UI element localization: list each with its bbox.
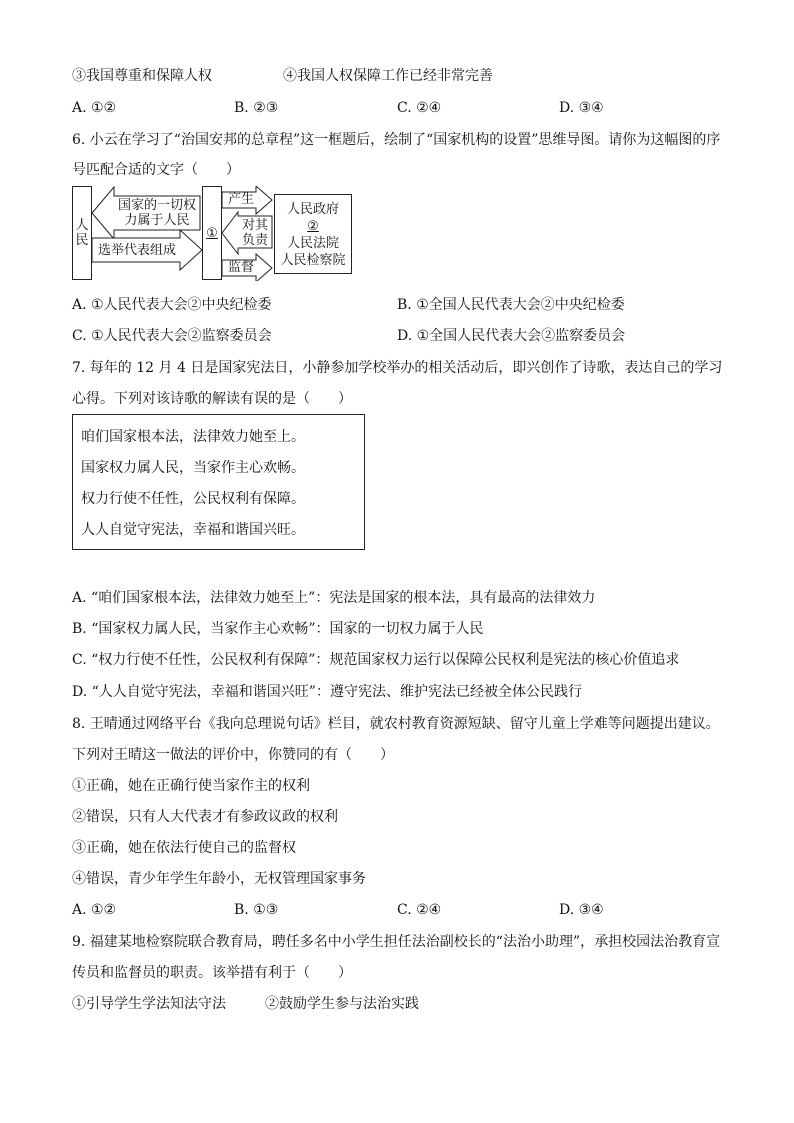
responsible-line2: 负责: [241, 233, 268, 248]
people-box: [72, 186, 92, 280]
q8-option-b: B. ①③: [234, 902, 279, 918]
q8-item-3: ③正确，她在依法行使自己的监督权: [72, 840, 296, 856]
poem-box: [72, 414, 365, 550]
q9-item-1: ①引导学生学法知法守法: [72, 996, 226, 1012]
q8-item-4: ④错误，青少年学生年龄小，无权管理国家事务: [72, 871, 366, 887]
organs-box: [274, 194, 352, 274]
q8-stem-line1: 8. 王晴通过网络平台《我向总理说句话》栏目，就农村教育资源短缺、留守儿童上学难等问题提出建议。: [72, 716, 720, 732]
organ-procuratorate: 人民检察院: [280, 253, 346, 268]
q8-item-2: ②错误，只有人大代表才有参政议政的权利: [72, 809, 338, 825]
q7-stem-line2: 心得。下列对该诗歌的解读有误的是（ ）: [72, 391, 352, 407]
q8-stem-line2: 下列对王晴这一做法的评价中，你赞同的有（ ）: [72, 747, 394, 763]
q6-option-c: C. ①人民代表大会②监察委员会: [72, 328, 272, 344]
q9-stem-line1: 9. 福建某地检察院联合教育局，聘任多名中小学生担任法治副校长的“法治小助理”，承担校园法治教育宣: [72, 934, 721, 950]
supervise-label: 监督: [227, 260, 254, 275]
q7-option-a: A. “咱们国家根本法，法律效力她至上”：宪法是国家的根本法，具有最高的法律效力: [72, 590, 596, 606]
q6-option-d: D. ①全国人民代表大会②监察委员会: [397, 328, 626, 344]
produce-label: 产生: [227, 192, 254, 207]
arrow-bottom-label: 选举代表组成: [97, 243, 176, 258]
q9-stem-line2: 传员和监督员的职责。该举措有利于（ ）: [72, 965, 352, 981]
q6-stem-line1: 6. 小云在学习了“治国安邦的总章程”这一框题后，绘制了“国家机构的设置”思维导图。请你为这幅图的序: [72, 132, 721, 148]
q8-option-a: A. ①②: [72, 902, 117, 918]
q5-item-4: ④我国人权保障工作已经非常完善: [283, 68, 493, 84]
q5-item-3: ③我国尊重和保障人权: [72, 68, 212, 84]
organ-court: 人民法院: [286, 236, 339, 251]
blank-one: ①: [206, 225, 218, 241]
poem-line-2: 国家权力属人民，当家作主心欢畅。: [81, 460, 305, 476]
q5-option-b: B. ②③: [234, 100, 279, 116]
q6-option-a: A. ①人民代表大会②中央纪检委: [72, 297, 272, 313]
people-char-1: 人: [75, 218, 89, 233]
blank-two: ②: [307, 219, 319, 234]
q6-stem-line2: 号匹配合适的文字（ ）: [72, 162, 240, 178]
q8-option-d: D. ③④: [559, 902, 604, 918]
poem-line-1: 咱们国家根本法，法律效力她至上。: [81, 429, 305, 445]
q6-option-b: B. ①全国人民代表大会②中央纪检委: [397, 297, 625, 313]
state-organs-diagram: [72, 186, 352, 281]
poem-line-3: 权力行使不任性，公民权利有保障。: [81, 491, 305, 507]
q5-option-c: C. ②④: [397, 100, 442, 116]
q5-option-a: A. ①②: [72, 100, 117, 116]
responsible-line1: 对其: [241, 218, 268, 233]
poem-line-4: 人人自觉守宪法，幸福和谐国兴旺。: [81, 522, 305, 538]
arrow-top-line2: 力属于人民: [124, 213, 190, 228]
congress-box: [202, 186, 222, 280]
q7-option-d: D. “人人自觉守宪法，幸福和谐国兴旺”：遵守宪法、维护宪法已经被全体公民践行: [72, 684, 582, 700]
q9-item-2: ②鼓励学生参与法治实践: [265, 996, 419, 1012]
q7-option-b: B. “国家权力属人民，当家作主心欢畅”：国家的一切权力属于人民: [72, 621, 484, 637]
q7-stem-line1: 7. 每年的 12 月 4 日是国家宪法日，小静参加学校举办的相关活动后，即兴创作了诗歌，表达自己的学习: [72, 360, 723, 376]
people-char-2: 民: [75, 233, 89, 248]
arrow-top-label: [114, 198, 200, 228]
responsible-label: [238, 218, 272, 248]
arrow-top-line1: 国家的一切权: [117, 198, 196, 213]
organ-government: 人民政府: [286, 202, 339, 217]
q8-option-c: C. ②④: [397, 902, 442, 918]
q8-item-1: ①正确，她在正确行使当家作主的权利: [72, 778, 310, 794]
q5-option-d: D. ③④: [559, 100, 604, 116]
q7-option-c: C. “权力行使不任性，公民权利有保障”：规范国家权力运行以保障公民权利是宪法的核心价值追求: [72, 652, 680, 668]
